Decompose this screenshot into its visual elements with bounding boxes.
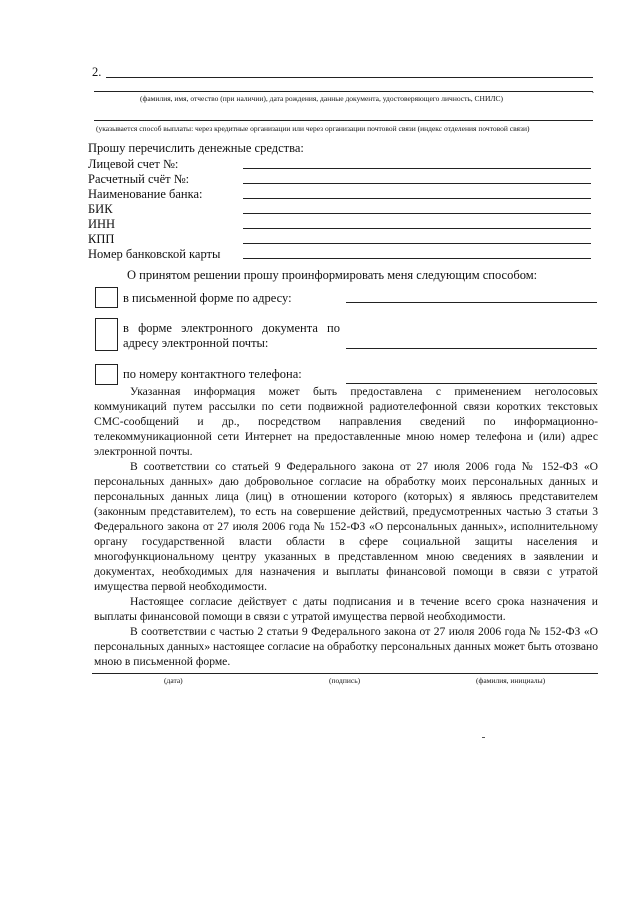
consent-paragraph-validity: Настоящее согласие действует с даты подписания и в течение всего срока назначения и выплаты финансовой помощи в связи с утратой имущества первой необходимости. [94, 595, 598, 623]
date-label: (дата) [164, 676, 183, 685]
consent-paragraph-personal-data: В соответствии со статьей 9 Федерального закона от 27 июля 2006 года № 152-ФЗ «О персональных данных» даю добровольное согласие на обработку моих персональных данных и персональных данных лица (лиц) в отношении которого (которых) я являюсь представителем (законным представителем), то есть на совершение действий, предусмотренных частью 3 статьи 3 Федерального закона от 27 июля 2006 года № 152-ФЗ «О персональных данных», исполнительному органу государственной власти области в сфере социальной защиты населения и многофункциональному центру указанных в представленном мною сведениях в заявлении и документах, необходимых для назначения и выплаты финансовой помощи в связи с утратой имущества первой необходимости. [94, 460, 598, 593]
scan-speck [482, 737, 485, 738]
signature-label: (подпись) [329, 676, 361, 685]
consent-paragraph-revocation: В соответствии с частью 2 статьи 9 Федерального закона от 27 июля 2006 года № 152-ФЗ «О персональных данных» настоящее согласие на обработку персональных данных может быть отозвано мною в письменной форме. [94, 625, 598, 668]
mail-option-label: в письменной форме по адресу: [123, 291, 292, 305]
field-input-kpp[interactable] [243, 243, 591, 244]
email-option-label-1: в форме электронного документа по [123, 321, 340, 335]
consent-paragraph-sms: Указанная информация может быть предоставлена с применением неголосовых коммуникаций путем рассылки по сети подвижной радиотелефонной связи коротких текстовых СМС-сообщений и др., посредством направления сведений по информационно-телекоммуникационной сети Интернет на предоставленные мною номер телефона и (или) адрес электронной почты. [94, 385, 598, 458]
phone-checkbox[interactable] [95, 364, 118, 385]
field-input-inn[interactable] [243, 228, 591, 229]
dot-mark: . [592, 86, 594, 95]
phone-option-label: по номеру контактного телефона: [123, 367, 302, 381]
email-option-label-2: адресу электронной почты: [123, 336, 269, 350]
field-input-bank-name[interactable] [243, 198, 591, 199]
field-label-inn: ИНН [88, 217, 116, 231]
person-line-2[interactable] [94, 91, 593, 92]
item-number: 2. [92, 65, 102, 79]
field-input-bik[interactable] [243, 213, 591, 214]
payment-hint: (указывается способ выплаты: через кредитные организации или через организации почтовой связи (индекс отделения почтовой связи) [96, 124, 530, 133]
field-input-card[interactable] [243, 258, 591, 259]
notify-intro: О принятом решении прошу проинформировать меня следующим способом: [127, 268, 538, 282]
field-label-card: Номер банковской карты [88, 247, 221, 261]
payment-line[interactable] [94, 120, 593, 121]
bank-intro: Прошу перечислить денежные средства: [88, 141, 304, 155]
field-input-account[interactable] [243, 168, 591, 169]
mail-checkbox[interactable] [95, 287, 118, 308]
signature-line[interactable] [92, 673, 598, 674]
consent-text [94, 384, 598, 669]
field-label-kpp: КПП [88, 232, 115, 246]
field-label-account: Лицевой счет №: [88, 157, 179, 171]
email-address-input[interactable] [346, 348, 597, 349]
field-label-bik: БИК [88, 202, 113, 216]
name-initials-label: (фамилия, инициалы) [476, 676, 546, 685]
field-label-settlement: Расчетный счёт №: [88, 172, 190, 186]
field-label-bank-name: Наименование банка: [88, 187, 203, 201]
person-line-1[interactable] [106, 77, 593, 78]
mail-address-input[interactable] [346, 302, 597, 303]
person-hint: (фамилия, имя, отчество (при наличии), дата рождения, данные документа, удостоверяющего личность, СНИЛС) [140, 94, 503, 103]
email-checkbox[interactable] [95, 318, 118, 351]
field-input-settlement[interactable] [243, 183, 591, 184]
